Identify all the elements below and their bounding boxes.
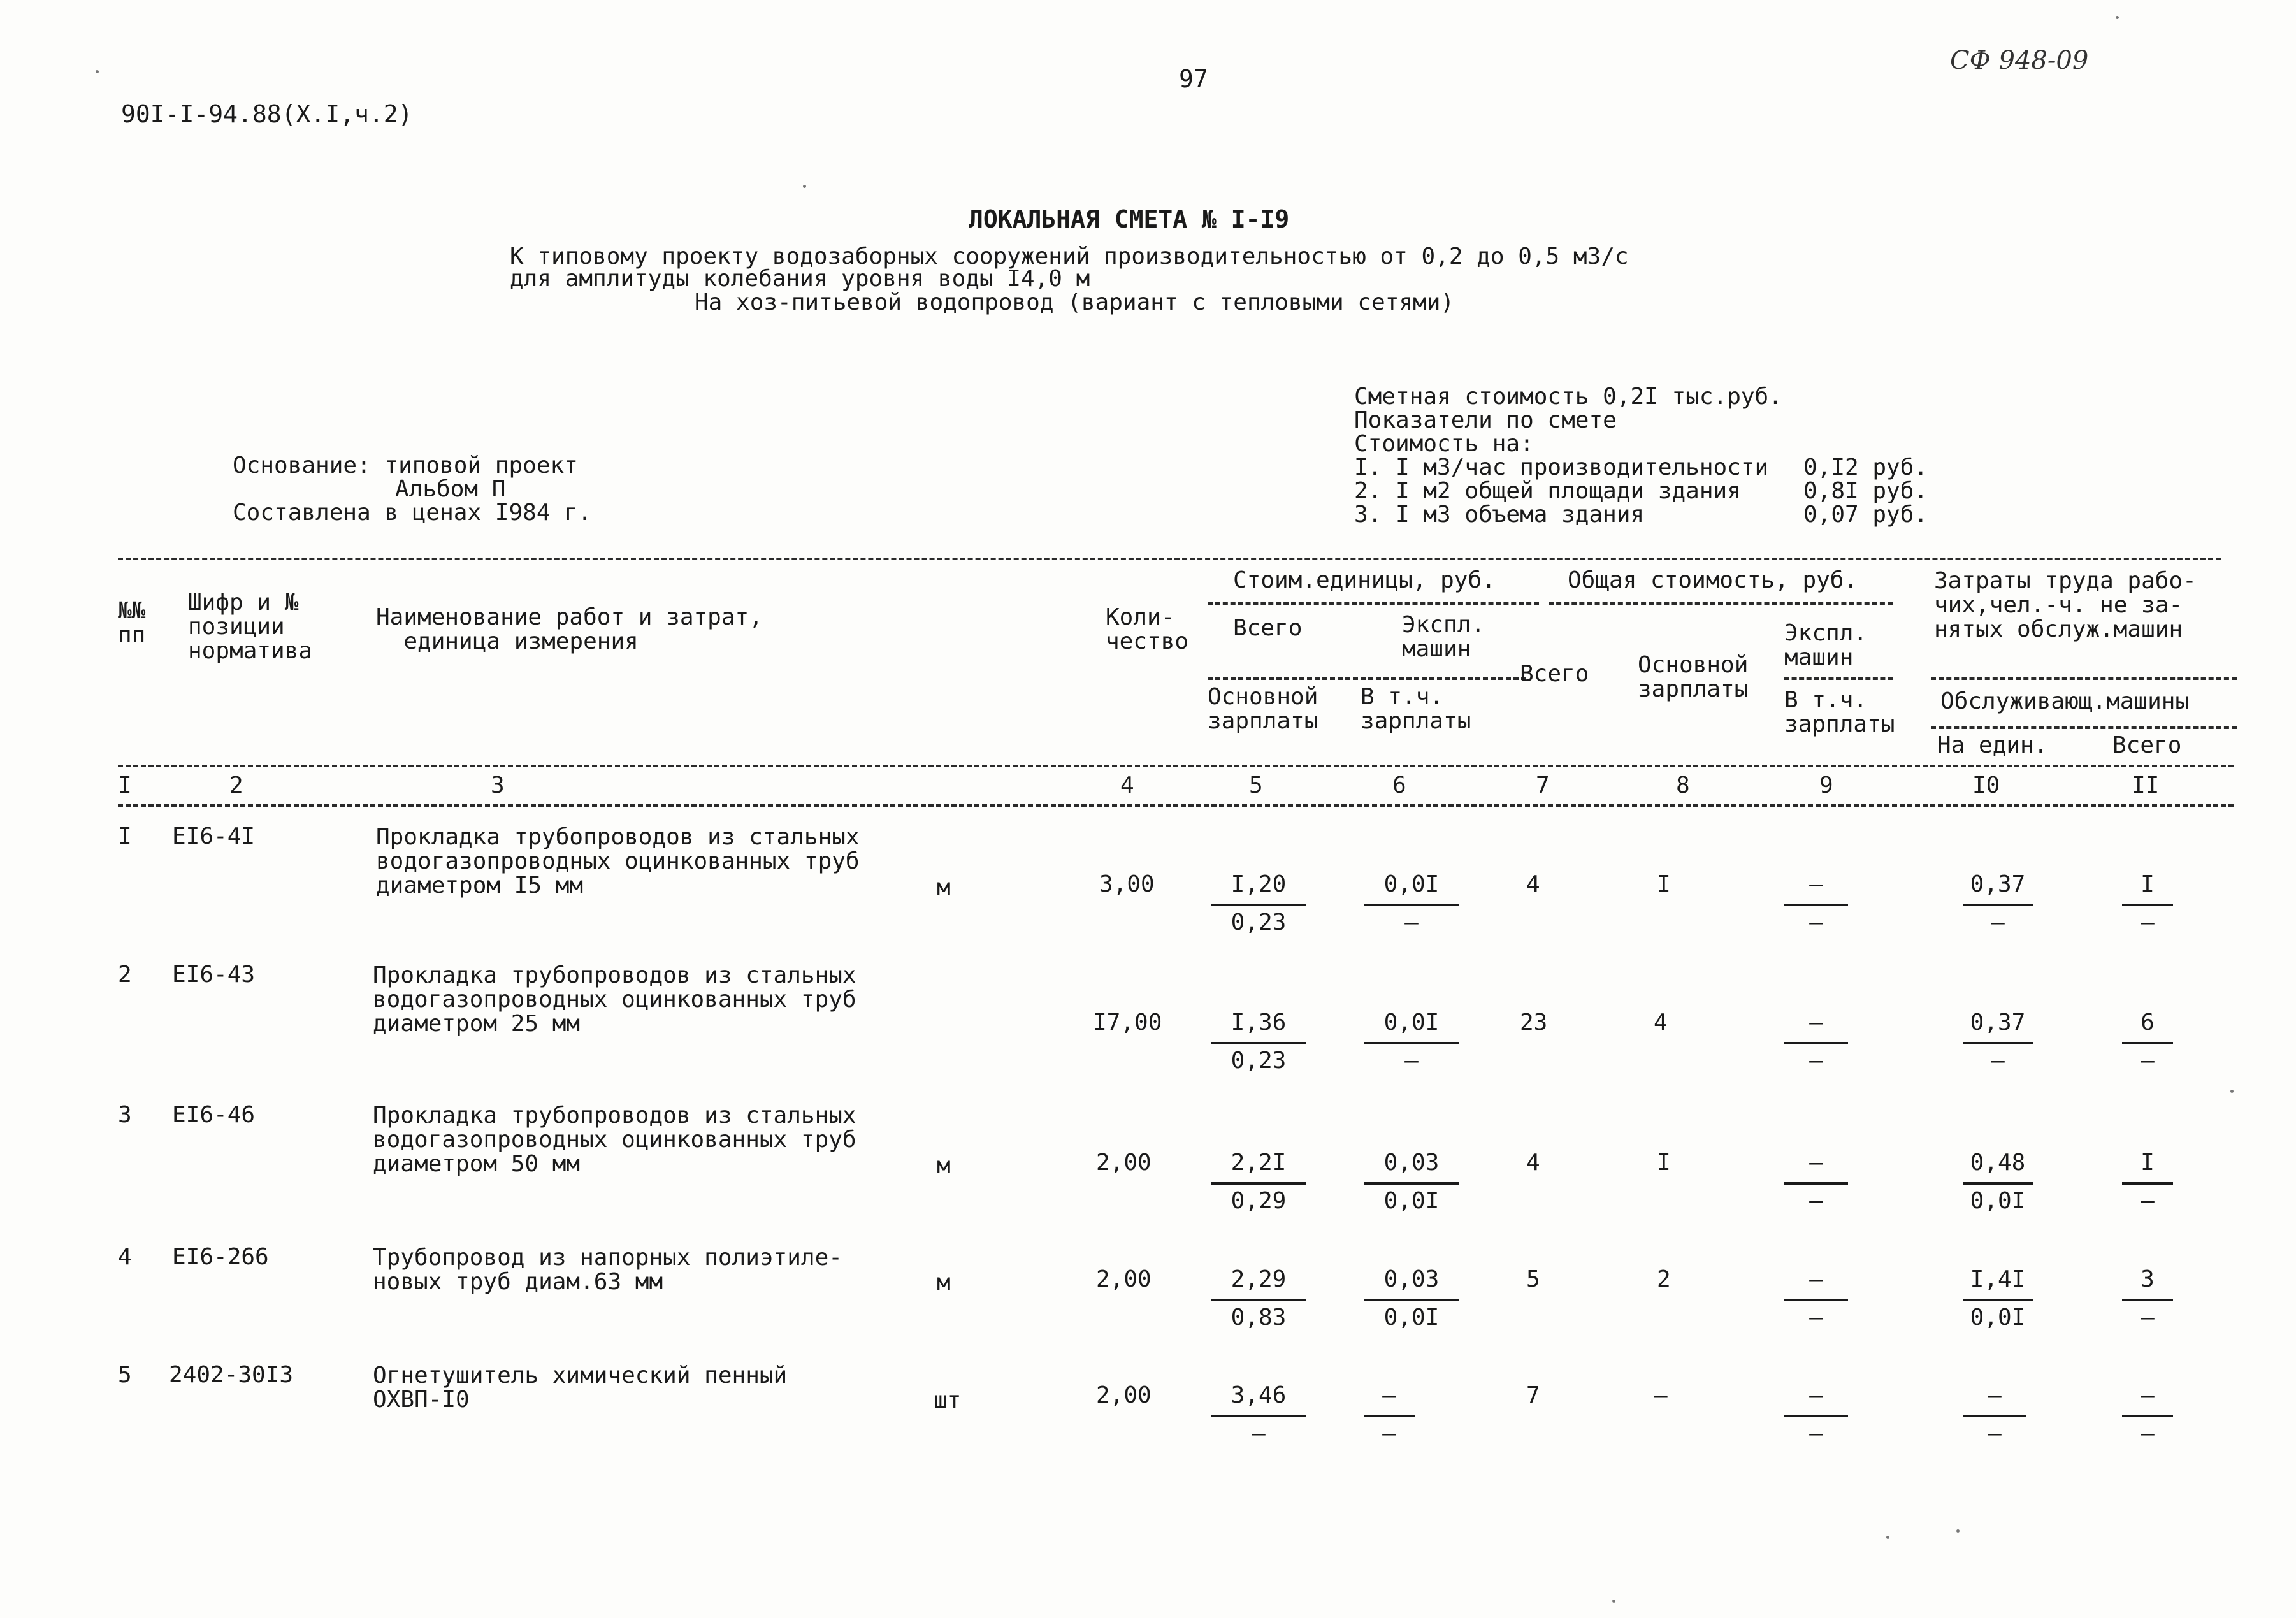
row-number: I: [118, 823, 132, 849]
row-number: 4: [118, 1244, 132, 1270]
fraction-bar: [1963, 904, 2033, 906]
value-bottom: 0,0I: [1383, 1188, 1440, 1214]
norm-code: 2402-30I3: [169, 1362, 294, 1388]
fraction-bar: [1364, 904, 1459, 906]
col-number: II: [2132, 772, 2160, 798]
scan-speck: [2230, 1090, 2234, 1093]
fraction-bar: [1963, 1299, 2033, 1301]
value-bottom: –: [2141, 1420, 2155, 1447]
header-col-3: Наименование работ и затрат, единица измерения: [376, 604, 763, 654]
total-machines: [1784, 1011, 1848, 1075]
header-total-cost: Общая стоимость, руб.: [1568, 567, 1858, 593]
work-name: Прокладка трубопроводов из стальных водогазопроводных оцинкованных труб диаметром I5 мм: [376, 824, 860, 899]
fraction-bar: [2122, 1415, 2173, 1417]
scan-speck: [1886, 1536, 1889, 1539]
total-cost: 4: [1526, 1150, 1540, 1176]
row-number: 3: [118, 1102, 132, 1128]
col-number: I: [118, 772, 132, 798]
header-col-11: Всего: [2112, 732, 2182, 758]
unit-cost-machines: [1364, 873, 1459, 937]
fraction-bar: [1211, 1042, 1306, 1044]
labor-per-unit: [1963, 1384, 2026, 1448]
summary-item-3-value: 0,07 руб.: [1803, 502, 1928, 528]
value-top: I: [2141, 871, 2155, 897]
value-top: I,4I: [1970, 1266, 2026, 1292]
header-unit-ekspl: Экспл. машин: [1402, 612, 1485, 662]
value-bottom: –: [2141, 1188, 2155, 1214]
scan-speck: [803, 185, 806, 188]
fraction-bar: [1963, 1182, 2033, 1185]
header-unit-cost: Стоим.единицы, руб.: [1233, 567, 1496, 593]
value-top: 3: [2141, 1266, 2155, 1292]
value-bottom: –: [1991, 909, 2005, 935]
quantity: 2,00: [1096, 1382, 1152, 1408]
unit-cost-machines: [1364, 1152, 1459, 1215]
header-col-10: На един.: [1937, 732, 2048, 758]
subheader-rule-mid: [1784, 677, 1893, 680]
value-top: 0,37: [1970, 1009, 2026, 1036]
fraction-bar: [1963, 1415, 2026, 1417]
summary-item-1-label: I. I м3/час производительности: [1354, 454, 1769, 480]
scan-speck: [2116, 16, 2119, 19]
value-bottom: –: [2141, 1304, 2155, 1331]
estimate-title: ЛОКАЛЬНАЯ СМЕТА № I-I9: [969, 205, 1290, 233]
unit-cost-machines: [1364, 1011, 1459, 1075]
fraction-bar: [1211, 904, 1306, 906]
scan-speck: [1612, 1600, 1615, 1603]
value-top: I,36: [1231, 1009, 1287, 1036]
unit-cost-total: [1211, 1152, 1306, 1215]
fraction-bar: [1784, 1042, 1848, 1044]
subtitle-line-3: На хоз-питьевой водопровод (вариант с тепловыми сетями): [695, 289, 1455, 315]
header-col-6: В т.ч. зарплаты: [1361, 684, 1471, 734]
value-bottom: –: [1991, 1048, 2005, 1074]
value-top: 0,0I: [1383, 871, 1440, 897]
labor-total: [2122, 873, 2173, 937]
value-top: –: [2141, 1382, 2155, 1408]
value-top: 0,37: [1970, 871, 2026, 897]
basis-line-1: Основание: типовой проект: [233, 452, 578, 479]
fraction-bar: [2122, 1299, 2173, 1301]
value-top: –: [1988, 1382, 2002, 1408]
header-col-7: Всего: [1520, 661, 1589, 687]
col-number: 4: [1120, 772, 1134, 798]
scan-speck: [96, 70, 99, 73]
fraction-bar: [1364, 1415, 1415, 1417]
total-cost-rule: [1549, 602, 1893, 605]
colnum-bottom-rule: [118, 804, 2234, 807]
fraction-bar: [1784, 904, 1848, 906]
header-unit-vsego: Всего: [1233, 615, 1303, 641]
value-bottom: –: [2141, 1048, 2155, 1074]
fraction-bar: [1784, 1415, 1848, 1417]
total-base-salary: 4: [1654, 1009, 1668, 1036]
fraction-bar: [2122, 1042, 2173, 1044]
quantity: I7,00: [1093, 1009, 1162, 1036]
unit: м: [937, 874, 951, 900]
fraction-bar: [1364, 1182, 1459, 1185]
value-bottom: 0,23: [1231, 909, 1287, 935]
summary-indicators: Показатели по смете: [1354, 407, 1617, 433]
value-top: I: [2141, 1150, 2155, 1176]
unit-cost-total: [1211, 873, 1306, 937]
norm-code: EI6-43: [172, 962, 256, 988]
scan-speck: [1956, 1529, 1960, 1533]
header-col-8: Основной зарплаты: [1638, 652, 1749, 702]
value-bottom: –: [1252, 1420, 1266, 1447]
total-cost: 4: [1526, 871, 1540, 897]
col-number: I0: [1972, 772, 2000, 798]
total-base-salary: I: [1657, 871, 1671, 897]
value-bottom: 0,0I: [1970, 1188, 2026, 1214]
obsl-rule: [1931, 726, 2237, 729]
value-bottom: –: [1809, 1304, 1823, 1331]
summary-item-2-label: 2. I м2 общей площади здания: [1354, 478, 1741, 504]
work-name: Прокладка трубопроводов из стальных водогазопроводных оцинкованных труб диаметром 50 мм: [373, 1102, 856, 1177]
unit: шт: [934, 1387, 962, 1413]
unit-cost-total: [1211, 1384, 1306, 1448]
fraction-bar: [1784, 1182, 1848, 1185]
col-number: 9: [1819, 772, 1833, 798]
header-col-1: №№ пп: [118, 598, 146, 648]
fraction-bar: [1211, 1182, 1306, 1185]
work-name: Прокладка трубопроводов из стальных водогазопроводных оцинкованных труб диаметром 25 мм: [373, 962, 856, 1037]
header-col-9: В т.ч. зарплаты: [1784, 687, 1895, 737]
total-machines: [1784, 1384, 1848, 1448]
fraction-bar: [1364, 1299, 1459, 1301]
col-number: 3: [491, 772, 505, 798]
value-top: I,20: [1231, 871, 1287, 897]
fraction-bar: [1364, 1042, 1459, 1044]
fraction-bar: [1211, 1415, 1306, 1417]
value-bottom: 0,83: [1231, 1304, 1287, 1331]
value-top: 2,2I: [1231, 1150, 1287, 1176]
unit: м: [937, 1269, 951, 1296]
col-number: 8: [1676, 772, 1690, 798]
value-bottom: –: [1988, 1420, 2002, 1447]
header-obsl-machines: Обслуживающ.машины: [1940, 688, 2190, 714]
value-bottom: 0,23: [1231, 1048, 1287, 1074]
labor-total: [2122, 1384, 2173, 1448]
fraction-bar: [1963, 1042, 2033, 1044]
document-code: 90I-I-94.88(X.I,ч.2): [121, 100, 413, 128]
value-bottom: –: [1809, 1420, 1823, 1447]
labor-per-unit: [1963, 1152, 2033, 1215]
summary-cost-per: Стоимость на:: [1354, 431, 1534, 457]
col-number: 5: [1249, 772, 1263, 798]
value-bottom: 0,0I: [1383, 1304, 1440, 1331]
value-bottom: –: [2141, 909, 2155, 935]
total-cost: 7: [1526, 1382, 1540, 1408]
summary-item-1-value: 0,I2 руб.: [1803, 454, 1928, 480]
header-total-ekspl: Экспл. машин: [1784, 620, 1868, 670]
total-base-salary: I: [1657, 1150, 1671, 1176]
value-top: 2,29: [1231, 1266, 1287, 1292]
value-top: 0,03: [1383, 1150, 1440, 1176]
value-top: 0,0I: [1383, 1009, 1440, 1036]
unit-cost-machines: [1364, 1384, 1415, 1448]
header-col-2: Шифр и № позиции норматива: [188, 589, 313, 664]
labor-per-unit: [1963, 873, 2033, 937]
value-top: 0,03: [1383, 1266, 1440, 1292]
total-machines: [1784, 1152, 1848, 1215]
header-col-5: Основной зарплаты: [1208, 684, 1318, 734]
labor-total: [2122, 1152, 2173, 1215]
value-top: –: [1382, 1382, 1396, 1408]
fraction-bar: [1784, 1299, 1848, 1301]
quantity: 3,00: [1099, 871, 1155, 897]
basis-line-3: Составлена в ценах I984 г.: [233, 500, 592, 526]
norm-code: EI6-4I: [172, 823, 256, 849]
work-name: Трубопровод из напорных полиэтиле- новых труб диам.63 мм: [373, 1245, 842, 1295]
labor-total: [2122, 1011, 2173, 1075]
quantity: 2,00: [1096, 1150, 1152, 1176]
header-col-4: Коли- чество: [1106, 604, 1189, 654]
value-bottom: –: [1809, 909, 1823, 935]
norm-code: EI6-46: [172, 1102, 256, 1128]
table-top-rule: [118, 558, 2221, 560]
header-labor: Затраты труда рабо- чих,чел.-ч. не за- нятых обслуж.машин: [1934, 568, 2197, 642]
basis-line-2: Альбом П: [395, 476, 506, 502]
total-cost: 23: [1520, 1009, 1548, 1036]
unit-cost-machines: [1364, 1268, 1459, 1332]
value-top: 3,46: [1231, 1382, 1287, 1408]
unit-cost-total: [1211, 1268, 1306, 1332]
total-cost: 5: [1526, 1266, 1540, 1292]
subtitle-line-1: К типовому проекту водозаборных сооружений производительностью от 0,2 до 0,5 м3/с: [510, 243, 1629, 270]
quantity: 2,00: [1096, 1266, 1152, 1292]
labor-total: [2122, 1268, 2173, 1332]
fraction-bar: [1211, 1299, 1306, 1301]
colnum-top-rule: [118, 765, 2234, 767]
total-base-salary: 2: [1657, 1266, 1671, 1292]
value-top: –: [1809, 1382, 1823, 1408]
archive-stamp: СФ 948-09: [1950, 46, 2089, 75]
row-number: 2: [118, 962, 132, 988]
subheader-rule-left: [1208, 677, 1526, 680]
summary-item-3-label: 3. I м3 объема здания: [1354, 502, 1645, 528]
value-top: 0,48: [1970, 1150, 2026, 1176]
summary-estimated-cost: Сметная стоимость 0,2I тыс.руб.: [1354, 384, 1782, 410]
value-bottom: 0,0I: [1970, 1304, 2026, 1331]
labor-per-unit: [1963, 1268, 2033, 1332]
col-number: 2: [229, 772, 243, 798]
value-bottom: –: [1809, 1048, 1823, 1074]
value-top: –: [1809, 1150, 1823, 1176]
summary-item-2-value: 0,8I руб.: [1803, 478, 1928, 504]
value-top: 6: [2141, 1009, 2155, 1036]
col-number: 7: [1536, 772, 1550, 798]
fraction-bar: [2122, 904, 2173, 906]
work-name: Огнетушитель химический пенный ОХВП-I0: [373, 1362, 788, 1413]
subtitle-line-2: для амплитуды колебания уровня воды I4,0 м: [510, 266, 1090, 292]
norm-code: EI6-266: [172, 1244, 269, 1270]
value-bottom: –: [1382, 1420, 1396, 1447]
fraction-bar: [2122, 1182, 2173, 1185]
value-bottom: –: [1404, 1048, 1419, 1074]
col-number: 6: [1392, 772, 1406, 798]
value-bottom: 0,29: [1231, 1188, 1287, 1214]
value-bottom: –: [1809, 1188, 1823, 1214]
row-number: 5: [118, 1362, 132, 1388]
value-top: –: [1809, 871, 1823, 897]
value-bottom: –: [1404, 909, 1419, 935]
unit: м: [937, 1153, 951, 1179]
total-machines: [1784, 873, 1848, 937]
unit-cost-total: [1211, 1011, 1306, 1075]
page-number: 97: [1179, 65, 1208, 93]
total-base-salary: –: [1654, 1382, 1668, 1408]
value-top: –: [1809, 1009, 1823, 1036]
unit-cost-rule: [1208, 602, 1539, 605]
subheader-rule-right: [1931, 677, 2237, 680]
labor-per-unit: [1963, 1011, 2033, 1075]
total-machines: [1784, 1268, 1848, 1332]
value-top: –: [1809, 1266, 1823, 1292]
